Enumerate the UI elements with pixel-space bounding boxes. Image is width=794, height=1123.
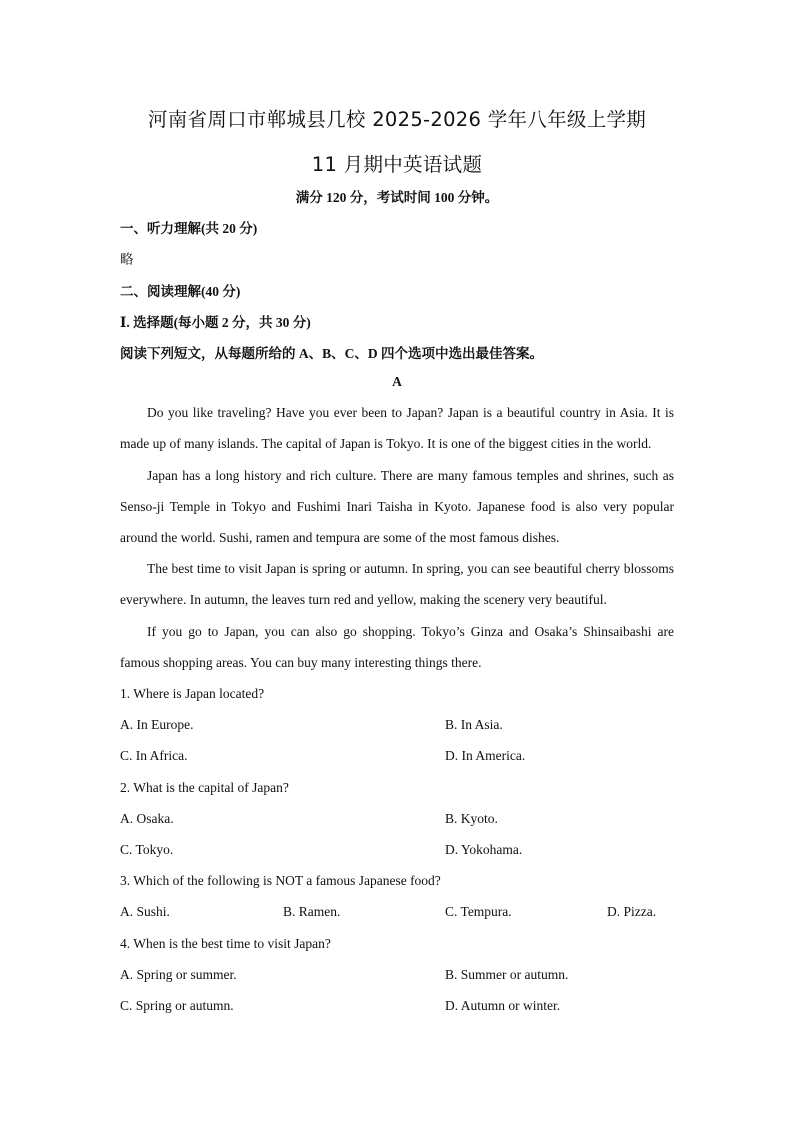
option-d[interactable]: D. Autumn or winter. (445, 998, 561, 1013)
passage-label: A (392, 374, 402, 389)
option-d[interactable]: D. In America. (445, 748, 526, 763)
passage-paragraph: Japan has a long history and rich culture. There are many famous temples and shrines, such as Senso-ji Temple in Tokyo and Fushimi Inari Taisha in Kyoto. Japanese food is also very popular around the world. Sushi, ramen and tempura are some of the most famous dishes. (120, 468, 674, 545)
option-b[interactable]: B. Kyoto. (445, 811, 498, 826)
option-b[interactable]: B. In Asia. (445, 717, 503, 732)
option-a[interactable]: A. In Europe. (120, 717, 194, 732)
option-a[interactable]: A. Spring or summer. (120, 967, 237, 982)
option-b[interactable]: B. Ramen. (283, 904, 341, 919)
passage-paragraph: Do you like traveling? Have you ever been to Japan? Japan is a beautiful country in Asia. It is made up of many islands. The capital of Japan is Tokyo. It is one of the biggest cities in the world. (120, 405, 674, 451)
reading-heading: 二、阅读理解(40 分) (120, 284, 241, 299)
option-d[interactable]: D. Yokohama. (445, 842, 523, 857)
option-a[interactable]: A. Sushi. (120, 904, 170, 919)
option-c[interactable]: C. Tokyo. (120, 842, 174, 857)
passage-paragraph: The best time to visit Japan is spring or autumn. In spring, you can see beautiful cherry blossoms everywhere. In autumn, the leaves turn red and yellow, making the scenery very beautiful. (120, 561, 674, 607)
instruction: 阅读下列短文，从每题所给的 A、B、C、D 四个选项中选出最佳答案。 (120, 346, 544, 361)
listening-heading: 一、听力理解(共 20 分) (120, 221, 258, 236)
passage-paragraph: If you go to Japan, you can also go shopping. Tokyo’s Ginza and Osaka’s Shinsaibashi are famous shopping areas. You can buy many interesting things there. (120, 624, 674, 670)
part1-heading: Ⅰ. 选择题(每小题 2 分，共 30 分) (120, 315, 311, 330)
option-b[interactable]: B. Summer or autumn. (445, 967, 569, 982)
question-stem: 2. What is the capital of Japan? (120, 780, 289, 795)
exam-subtitle: 满分 120 分，考试时间 100 分钟。 (295, 190, 499, 205)
question-stem: 3. Which of the following is NOT a famous Japanese food? (120, 873, 441, 888)
option-a[interactable]: A. Osaka. (120, 811, 174, 826)
question-stem: 1. Where is Japan located? (120, 686, 265, 701)
exam-title-line1: 河南省周口市郸城县几校 2025-2026 学年八年级上学期 (147, 108, 647, 131)
option-c[interactable]: C. Tempura. (445, 904, 512, 919)
option-c[interactable]: C. Spring or autumn. (120, 998, 234, 1013)
option-d[interactable]: D. Pizza. (607, 904, 657, 919)
option-c[interactable]: C. In Africa. (120, 748, 188, 763)
exam-title-line2: 11 月期中英语试题 (311, 153, 483, 176)
listening-note: 略 (120, 252, 134, 267)
question-stem: 4. When is the best time to visit Japan? (120, 936, 331, 951)
